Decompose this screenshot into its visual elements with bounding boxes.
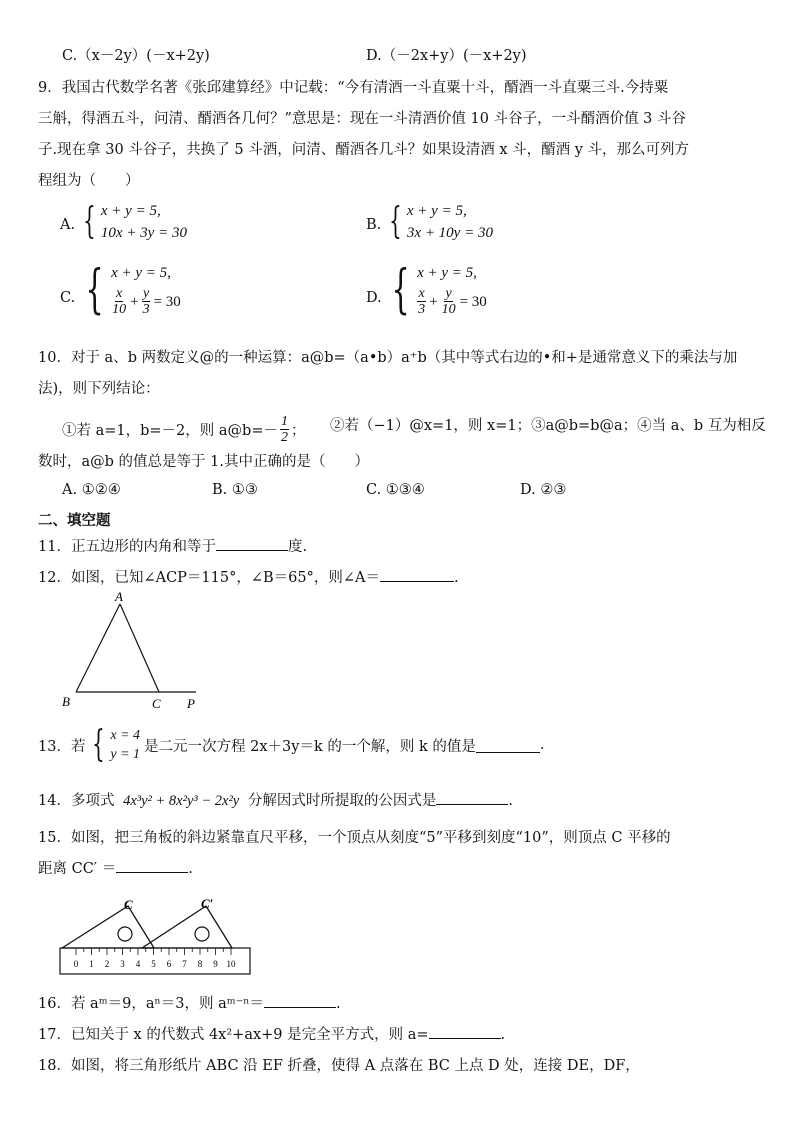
q10-line-4: 数时，a@b 的值总是等于 1.其中正确的是（ ）	[38, 454, 369, 470]
ruler-tick-label: 10	[226, 959, 236, 969]
q15-line-2	[38, 857, 193, 878]
side-ab	[76, 604, 120, 692]
q9-option-d-system: { x + y = 5, $\frac{x}{3}$ + $\frac{y}{10}$ = 30	[391, 259, 487, 320]
fraction: $\frac{x}{3}$	[418, 286, 426, 317]
q12-end: .	[453, 570, 459, 586]
brace-icon: {	[92, 724, 106, 765]
q10-line-2: 法)，则下列结论：	[38, 381, 160, 397]
answer-blank[interactable]	[264, 993, 336, 1008]
q16-text: 16．若 aᵐ＝9，aⁿ＝3，则 aᵐ⁻ⁿ＝	[38, 996, 265, 1012]
brace-icon: {	[83, 201, 96, 242]
q8-option-d: D.（－2x+y）(－x+2y)	[366, 48, 527, 64]
q9-option-c-label: C.	[60, 290, 76, 306]
ruler-tick-label: 2	[104, 959, 110, 969]
q10-s1-text: ①若 a=1，b=－2，则 a@b=－	[62, 423, 278, 439]
q13-eq2: y = 1	[110, 747, 141, 762]
answer-blank[interactable]	[476, 738, 540, 753]
q11	[38, 535, 307, 556]
q11-end: 度.	[287, 539, 308, 555]
ruler-tick-label: 0	[73, 959, 79, 969]
brace-icon: {	[85, 259, 104, 320]
q9-a-eq2: 10x + 3y = 30	[100, 225, 187, 241]
q8-option-c: C.（x－2y）(－x+2y)	[62, 48, 210, 64]
q12-text: 12．如图，已知∠ACP＝115°，∠B＝65°，则∠A＝	[38, 570, 380, 586]
answer-blank[interactable]	[216, 536, 288, 551]
q9-a-eq1: x + y = 5,	[100, 203, 161, 219]
q17	[38, 1023, 505, 1044]
q10-s1-end: ；	[290, 423, 306, 439]
fraction: $\frac{y}{10}$	[441, 286, 456, 317]
q15-line-1: 15．如图，把三角板的斜边紧靠直尺平移，一个顶点从刻度“5”平移到刻度“10”，则顶点 C 平移的	[38, 830, 671, 846]
q15-end: .	[188, 861, 193, 877]
q14-text: 14．多项式	[38, 793, 115, 809]
ruler-tick-label: 3	[120, 959, 125, 969]
q9-option-d-label: D.	[366, 290, 382, 306]
q9-b-eq2: 3x + 10y = 30	[406, 225, 493, 241]
q18-line-1: 18．如图，将三角形纸片 ABC 沿 EF 折叠，使得 A 点落在 BC 上点 D 处，连接 DE，DF，	[38, 1058, 640, 1074]
q13-eq1: x = 4	[110, 728, 141, 743]
ruler-figure	[56, 894, 256, 978]
q15-text: 距离 CC′ ＝	[38, 861, 117, 877]
ruler-tick-label: 1	[89, 959, 94, 969]
vertex-b-label: B	[62, 694, 70, 709]
q9-d-eq1: x + y = 5,	[417, 265, 477, 281]
q10-line-1: 10．对于 a、b 两数定义@的一种运算：a@b=（a•b）a⁺b（其中等式右边的•和+是通常意义下的乘法与加	[38, 350, 738, 366]
answer-blank[interactable]	[436, 790, 508, 805]
q9-option-b-system	[384, 200, 493, 244]
ruler-tick-label: 9	[213, 959, 218, 969]
q10-option-c: C. ①③④	[366, 482, 425, 498]
section-heading: 二、填空题	[38, 513, 111, 529]
vertex-a-label: A	[115, 589, 123, 604]
answer-blank[interactable]	[116, 858, 188, 873]
q16-end: .	[336, 996, 341, 1012]
q9-option-b-label: B.	[366, 217, 382, 233]
q9-line-2: 三斛，得酒五斗，问清、醑酒各几何？”意思是：现在一斗清酒价值 10 斗谷子，一斗醑酒价值 3 斗谷	[38, 111, 687, 127]
q14-mid: 分解因式时所提取的公因式是	[247, 793, 437, 809]
q12	[38, 566, 459, 587]
q17-text: 17．已知关于 x 的代数式 4x²+ax+9 是完全平方式，则 a=	[38, 1027, 429, 1043]
ruler-tick-label: 4	[135, 959, 141, 969]
q9-option-a-label: A.	[60, 217, 76, 233]
q9-b-eq1: x + y = 5,	[406, 203, 467, 219]
side-ac	[120, 604, 159, 692]
q9-line-3: 子.现在拿 30 斗谷子，共换了 5 斗酒，问清、醑酒各几斗？如果设清酒 x 斗，醑酒 y 斗，那么可列方	[38, 142, 690, 158]
answer-blank[interactable]	[380, 567, 454, 582]
brace-icon: {	[389, 201, 402, 242]
q9-c-eq1: x + y = 5,	[111, 265, 171, 281]
q14-expression: 4x³y² + 8x²y³ − 2x²y	[123, 793, 240, 809]
q13	[38, 726, 544, 764]
fraction: $\frac{y}{3}$	[142, 286, 150, 317]
q10-option-b: B. ①③	[212, 482, 258, 498]
q10-statement-2: ②若（−1）@x=1，则 x=1；③a@b=b@a；④当 a、b 互为相反	[330, 418, 766, 434]
hole-icon	[118, 927, 132, 941]
triangle-figure	[56, 588, 216, 712]
fraction: $\frac{1}{2}$	[280, 414, 288, 445]
ruler-tick-label: 8	[197, 959, 203, 969]
ruler-tick-label: 5	[151, 959, 156, 969]
q14-end: .	[508, 793, 513, 809]
point-c-prime-label: C′	[201, 896, 214, 911]
triangle-moved	[142, 906, 232, 948]
q10-option-d: D. ②③	[520, 482, 567, 498]
q9-option-a-system	[78, 200, 187, 244]
fraction: $\frac{x}{10}$	[112, 286, 127, 317]
vertex-c-label: C	[152, 696, 161, 711]
q17-end: .	[500, 1027, 506, 1043]
q13-mid: 是二元一次方程 2x＋3y＝k 的一个解，则 k 的值是	[144, 738, 476, 755]
q10-statement-1	[62, 414, 305, 445]
point-p-label: P	[187, 696, 195, 711]
ruler-tick-label: 7	[182, 959, 187, 969]
q11-text: 11．正五边形的内角和等于	[38, 539, 216, 555]
brace-icon: {	[391, 259, 410, 320]
ruler-tick-label: 6	[166, 959, 172, 969]
answer-blank[interactable]	[429, 1024, 501, 1039]
q9-line-1: 9．我国古代数学名著《张邱建算经》中记载：“今有清酒一斗直粟十斗，醑酒一斗直粟三斗.今持粟	[38, 80, 669, 96]
q13-text: 13．若	[38, 738, 86, 755]
q13-end: .	[539, 737, 545, 753]
q9-option-c-system: { x + y = 5, $\frac{x}{10}$ + $\frac{y}{3}$ = 30	[85, 259, 181, 320]
hole-icon	[195, 927, 209, 941]
triangle-original	[62, 906, 154, 948]
q14	[38, 789, 513, 810]
q9-line-4: 程组为（ ）	[38, 173, 140, 189]
point-c-label: C	[124, 897, 133, 912]
q10-option-a: A. ①②④	[62, 482, 121, 498]
q16	[38, 992, 341, 1013]
